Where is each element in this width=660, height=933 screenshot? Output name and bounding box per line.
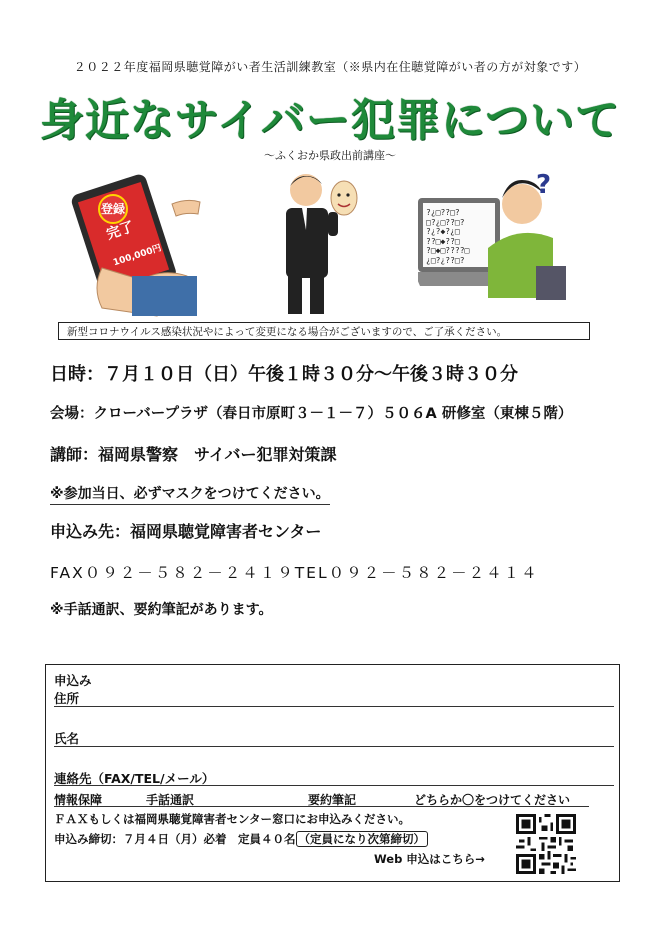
name-field[interactable] xyxy=(54,746,614,747)
page-title: 身近なサイバー犯罪について xyxy=(39,95,621,146)
info-access-label: 情報保障 xyxy=(54,793,103,807)
contact-fax-tel: FAX０９２－５８２－２４１９TEL０９２－５８２－２４１４ xyxy=(50,564,539,582)
application-destination: 申込み先：福岡県聴覚障害者センター xyxy=(50,522,322,541)
screen-line: ??□◆??□ xyxy=(426,236,460,246)
address-field[interactable] xyxy=(54,706,614,707)
event-venue: 会場：クローバープラザ（春日市原町３－１－７）５０６A 研修室（東棟５階） xyxy=(50,406,573,422)
event-lecturer: 講師：福岡県警察 サイバー犯罪対策課 xyxy=(50,445,337,464)
screen-line: ?¿□??□? xyxy=(426,208,460,217)
screen-line: □?¿□??□? xyxy=(426,217,465,227)
screen-line: ?□◆□????□ xyxy=(426,246,470,255)
web-application-link[interactable]: Web 申込はこちら→ xyxy=(374,852,485,866)
covid-notice: 新型コロナウイルス感染状況やによって変更になる場合がございますので、ご了承ください。 xyxy=(58,322,590,340)
interpretation-note: ※手話通訳、要約筆記があります。 xyxy=(50,602,273,618)
qr-code-icon[interactable] xyxy=(516,814,576,874)
address-label: 住所 xyxy=(54,691,80,706)
screen-line: ?¿?◆?¿□ xyxy=(426,227,460,236)
confused-user-illustration xyxy=(418,168,578,318)
phone-scam-illustration xyxy=(62,168,202,318)
garbled-screen-text xyxy=(426,208,496,265)
mask-requirement-note: ※参加当日、必ずマスクをつけてください。 xyxy=(50,483,330,505)
event-datetime: 日時：７月１０日（日）午後１時３０分～午後３時３０分 xyxy=(50,364,518,385)
contact-field[interactable] xyxy=(54,785,614,786)
qr-code-image xyxy=(516,814,576,874)
registration-badge: 登録 xyxy=(98,194,128,224)
info-access-line xyxy=(54,806,589,807)
sign-language-option[interactable]: 手話通訳 xyxy=(146,793,195,807)
event-series-line: ２０２２年度福岡県聴覚障がい者生活訓練教室（※県内在住聴覚障がい者の方が対象です） xyxy=(73,60,587,74)
circle-instruction: どちらか〇をつけてください xyxy=(414,793,571,807)
screen-line: ¿□?¿??□? xyxy=(426,255,465,265)
first-come-note: （定員になり次第締切） xyxy=(296,831,429,847)
impersonator-image xyxy=(276,168,376,318)
name-label: 氏名 xyxy=(54,731,80,746)
phone-scam-image xyxy=(62,168,202,318)
form-heading: 申込み xyxy=(54,673,92,688)
question-mark-icon: ? xyxy=(536,170,552,200)
submission-method: ＦＡＸもしくは福岡県聴覚障害者センター窓口にお申込みください。 xyxy=(54,812,411,826)
summary-writing-option[interactable]: 要約筆記 xyxy=(308,793,357,807)
deadline-capacity xyxy=(54,831,428,847)
fake-charge-amount: 100,000円 xyxy=(112,243,163,269)
contact-label: 連絡先（FAX/TEL/メール） xyxy=(54,771,215,786)
masked-impersonator-illustration xyxy=(276,168,376,318)
lecture-series-subtitle: ～ふくおか県政出前講座～ xyxy=(264,149,396,162)
deadline-text: 申込み締切：７月４日（月）必着 定員４０名 xyxy=(54,832,296,846)
registration-complete-text: 完了 xyxy=(104,219,137,243)
